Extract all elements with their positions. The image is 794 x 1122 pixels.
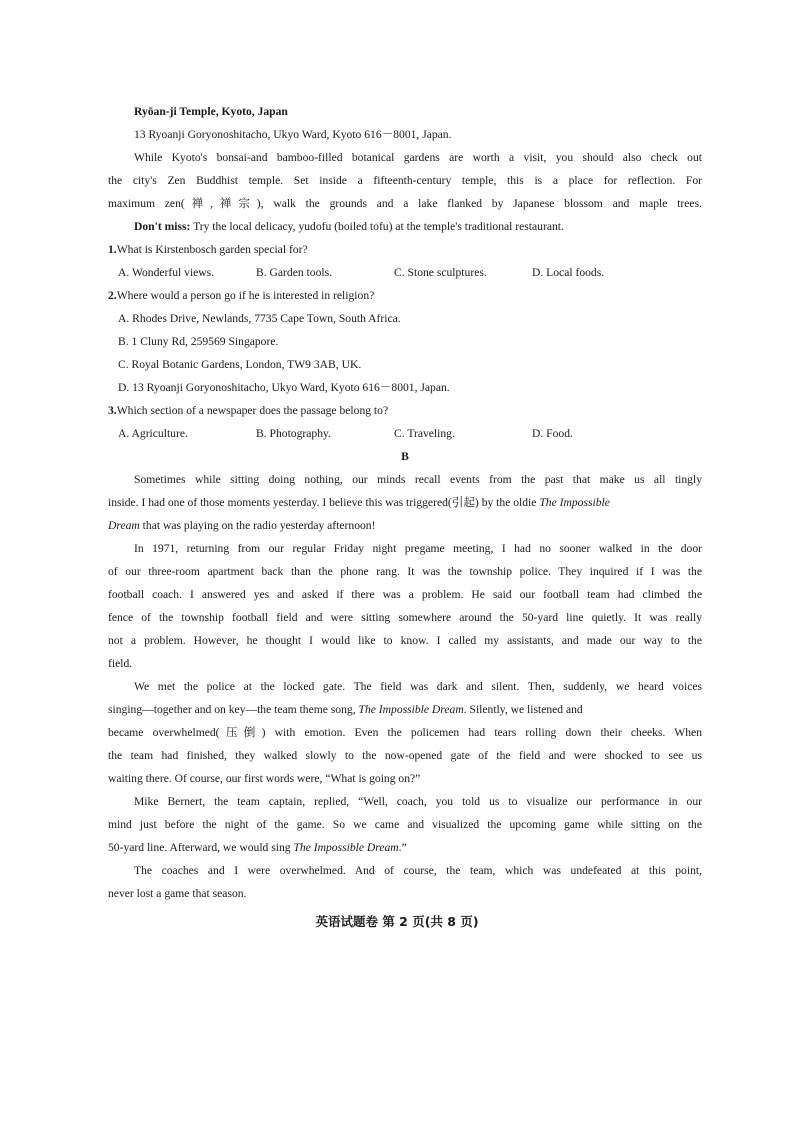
passage-b-text: In 1971, returning from our regular Friday night pregame meeting, I had no sooner walked in the door (134, 542, 702, 555)
page-content (108, 100, 702, 905)
question-1 (108, 238, 702, 261)
dont-miss-text: Try the local delicacy, yudofu (boiled tofu) at the temple's traditional restaurant. (190, 220, 564, 233)
passage-a-text: maximum zen(禅,禅宗), walk the grounds and a lake flanked by Japanese blossom and maple trees. (108, 197, 702, 210)
option-d: D. Food. (532, 427, 573, 440)
passage-b-text: the team had finished, they walked slowly to the now-opened gate of the field and were shocked to see us (108, 749, 702, 762)
question-2 (108, 284, 702, 307)
question-3 (108, 399, 702, 422)
passage-a-text: While Kyoto's bonsai-and bamboo-filled botanical gardens are worth a visit, you should also check out (134, 151, 702, 164)
option-a: A. Wonderful views. (118, 266, 215, 279)
text-run: singing—together and on key—the team theme song, (108, 703, 359, 716)
text-run: inside. I had one of those moments yesterday. I believe this was triggered(引起) by the oldie (108, 496, 540, 509)
option-b: B. Garden tools. (256, 266, 332, 279)
option-d: D. 13 Ryoanji Goryonoshitacho, Ukyo Ward, Kyoto 616－8001, Japan. (118, 381, 450, 394)
song-title: The Impossible Dream (293, 841, 399, 854)
dont-miss-line (108, 215, 702, 238)
song-title: Dream (108, 519, 140, 532)
song-title: The Impossible Dream (358, 703, 464, 716)
option-c: C. Stone sculptures. (394, 266, 487, 279)
option-b: B. 1 Cluny Rd, 259569 Singapore. (118, 335, 279, 348)
song-title: The Impossible (539, 496, 610, 509)
passage-b-text: of our three-room apartment back than the phone rang. It was the township police. They inquired if I was the (108, 565, 702, 578)
passage-b-text: Mike Bernert, the team captain, replied, “Well, coach, you told us to visualize our performance in our (134, 795, 702, 808)
passage-b-text: never lost a game that season. (108, 887, 247, 900)
option-b: B. Photography. (256, 427, 331, 440)
passage-b-text: football coach. I answered yes and asked if there was a problem. He said our football team had climbed the (108, 588, 702, 601)
question-1-options (108, 261, 702, 284)
text-run: that was playing on the radio yesterday afternoon! (139, 519, 376, 532)
passage-b-text: fence of the township football field and were sitting somewhere around the 50-yard line quietly. It was really (108, 611, 702, 624)
question-text: Where would a person go if he is interested in religion? (116, 289, 375, 302)
option-a: A. Rhodes Drive, Newlands, 7735 Cape Town, South Africa. (118, 312, 401, 325)
passage-a-text: the city's Zen Buddhist temple. Set inside a fifteenth-century temple, this is a place for reflection. For (108, 174, 702, 187)
passage-a-title: Ryōan-ji Temple, Kyoto, Japan (134, 105, 288, 118)
passage-b-text: not a problem. However, he thought I would like to know. I called my assistants, and made our way to the (108, 634, 702, 647)
passage-b-text (108, 491, 702, 514)
passage-b-text: We met the police at the locked gate. The field was dark and silent. Then, suddenly, we heard voices (134, 680, 702, 693)
page-footer: 英语试题卷 第 2 页(共 8 页) (315, 914, 479, 929)
passage-b-text: mind just before the night of the game. So we came and visualized the upcoming game while sitting on the (108, 818, 702, 831)
dont-miss-label: Don't miss: (134, 220, 191, 233)
text-run: . Silently, we listened and (463, 703, 583, 716)
passage-b-text: waiting there. Of course, our first words were, “What is going on?” (108, 772, 421, 785)
question-text: Which section of a newspaper does the passage belong to? (116, 404, 389, 417)
question-text: What is Kirstenbosch garden special for? (116, 243, 308, 256)
passage-b-text (108, 514, 702, 537)
section-b-heading: B (401, 450, 409, 463)
passage-b-text: Sometimes while sitting doing nothing, our minds recall events from the past that make us all tingly (134, 473, 702, 486)
question-number: 1. (108, 243, 117, 256)
passage-a-address: 13 Ryoanji Goryonoshitacho, Ukyo Ward, Kyoto 616－8001, Japan. (134, 128, 452, 141)
passage-b-text: became overwhelmed(压倒) with emotion. Even the policemen had tears rolling down their cheeks. When (108, 726, 702, 739)
passage-b-text: field. (108, 657, 133, 670)
text-run: 50-yard line. Afterward, we would sing (108, 841, 294, 854)
question-number: 3. (108, 404, 117, 417)
question-number: 2. (108, 289, 117, 302)
passage-b-text (108, 698, 702, 721)
option-c: C. Traveling. (394, 427, 455, 440)
option-c: C. Royal Botanic Gardens, London, TW9 3AB, UK. (118, 358, 362, 371)
question-3-options (108, 422, 702, 445)
option-d: D. Local foods. (532, 266, 605, 279)
passage-b-text: The coaches and I were overwhelmed. And of course, the team, which was undefeated at this point, (134, 864, 702, 877)
option-a: A. Agriculture. (118, 427, 188, 440)
text-run: .” (398, 841, 407, 854)
passage-b-text (108, 836, 702, 859)
